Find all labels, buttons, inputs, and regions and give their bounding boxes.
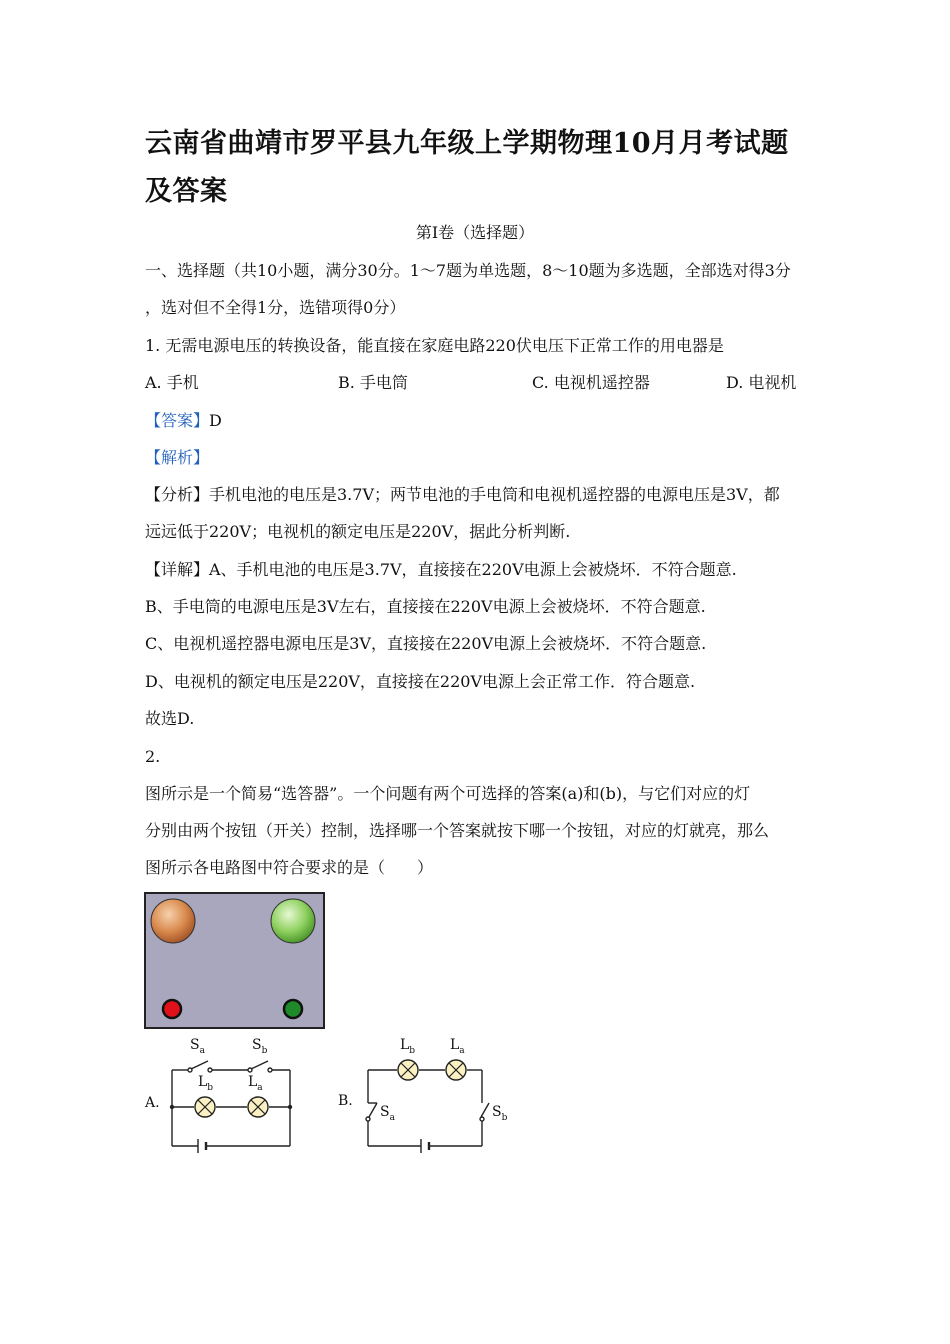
analysis-label: 【解析】 [145,448,210,467]
q1-option-b: B. 手电筒 [338,373,408,392]
q1-option-d: D. 电视机 [726,373,797,392]
q2-stem-2: 分别由两个按钮（开关）控制，选择哪一个答案就按下哪一个按钮，对应的灯就亮，那么 [145,821,770,840]
answer-selector-figure [144,892,326,1030]
circuit-a-switch-b-label: $S_b$ [252,1037,268,1056]
instructions-line-2: ，选对但不全得1分，选错项得0分） [145,298,406,317]
q1-option-a: A. 手机 [145,373,199,392]
q1-fenxi-1: 【分析】手机电池的电压是3.7V；两节电池的手电筒和电视机遥控器的电源电压是3V，都 [145,485,780,504]
q2-stem-3: 图所示各电路图中符合要求的是（ ） [145,858,434,877]
section-title: 第Ⅰ卷（选择题） [415,223,535,242]
circuit-b-switch-a-label: $S_a$ [380,1104,395,1123]
circuit-a-switch-a-label: $S_a$ [190,1037,205,1056]
bulb-icon [398,1060,418,1080]
button-green-icon [284,1000,302,1018]
q1-answer-row [145,410,222,432]
bulb-icon [195,1097,215,1117]
bulb-icon [446,1060,466,1080]
circuit-b-switch-b-label: $S_b$ [492,1104,508,1123]
q1-option-c: C. 电视机遥控器 [532,373,650,392]
q2-option-a-label: A. [145,1095,160,1111]
circuit-a-diagram [160,1035,310,1160]
answer-label: 【答案】 [145,411,210,430]
circuit-b-diagram [355,1035,515,1160]
circuit-a-lamp-b-label: $L_b$ [198,1074,214,1093]
button-red-icon [163,1000,181,1018]
q2-option-b-label: B. [338,1093,353,1109]
q1-detail-d: D、电视机的额定电压是220V，直接接在220V电源上会正常工作．符合题意. [145,672,696,691]
circuit-a-lamp-a-label: $L_a$ [248,1074,263,1093]
q2-number: 2. [145,747,161,766]
q1-detail-c: C、电视机遥控器电源电压是3V，直接接在220V电源上会被烧坏．不符合题意. [145,634,707,653]
circuit-b-lamp-a-label: $L_a$ [450,1037,465,1056]
q1-stem: 1. 无需电源电压的转换设备，能直接在家庭电路220伏电压下正常工作的用电器是 [145,336,724,355]
bulb-icon [248,1097,268,1117]
q1-conclusion: 故选D. [145,709,195,728]
q1-detail-a: 【详解】A、手机电池的电压是3.7V，直接接在220V电源上会被烧坏．不符合题意. [145,560,737,579]
q2-stem-1: 图所示是一个简易“选答器”。一个问题有两个可选择的答案(a)和(b)，与它们对应的灯 [145,784,751,803]
q1-detail-b: B、手电筒的电源电压是3V左右，直接接在220V电源上会被烧坏．不符合题意. [145,597,706,616]
instructions-line-1: 一、选择题（共10小题，满分30分。1～7题为单选题，8～10题为多选题，全部选对得3分 [145,261,791,280]
q1-fenxi-2: 远远低于220V；电视机的额定电压是220V，据此分析判断. [145,522,571,541]
lamp-b-icon [271,899,315,943]
lamp-a-icon [151,899,195,943]
document-title: 云南省曲靖市罗平县九年级上学期物理10月月考试题及答案 [145,128,789,207]
circuit-b-lamp-b-label: $L_b$ [400,1037,416,1056]
answer-value: D [209,411,222,430]
